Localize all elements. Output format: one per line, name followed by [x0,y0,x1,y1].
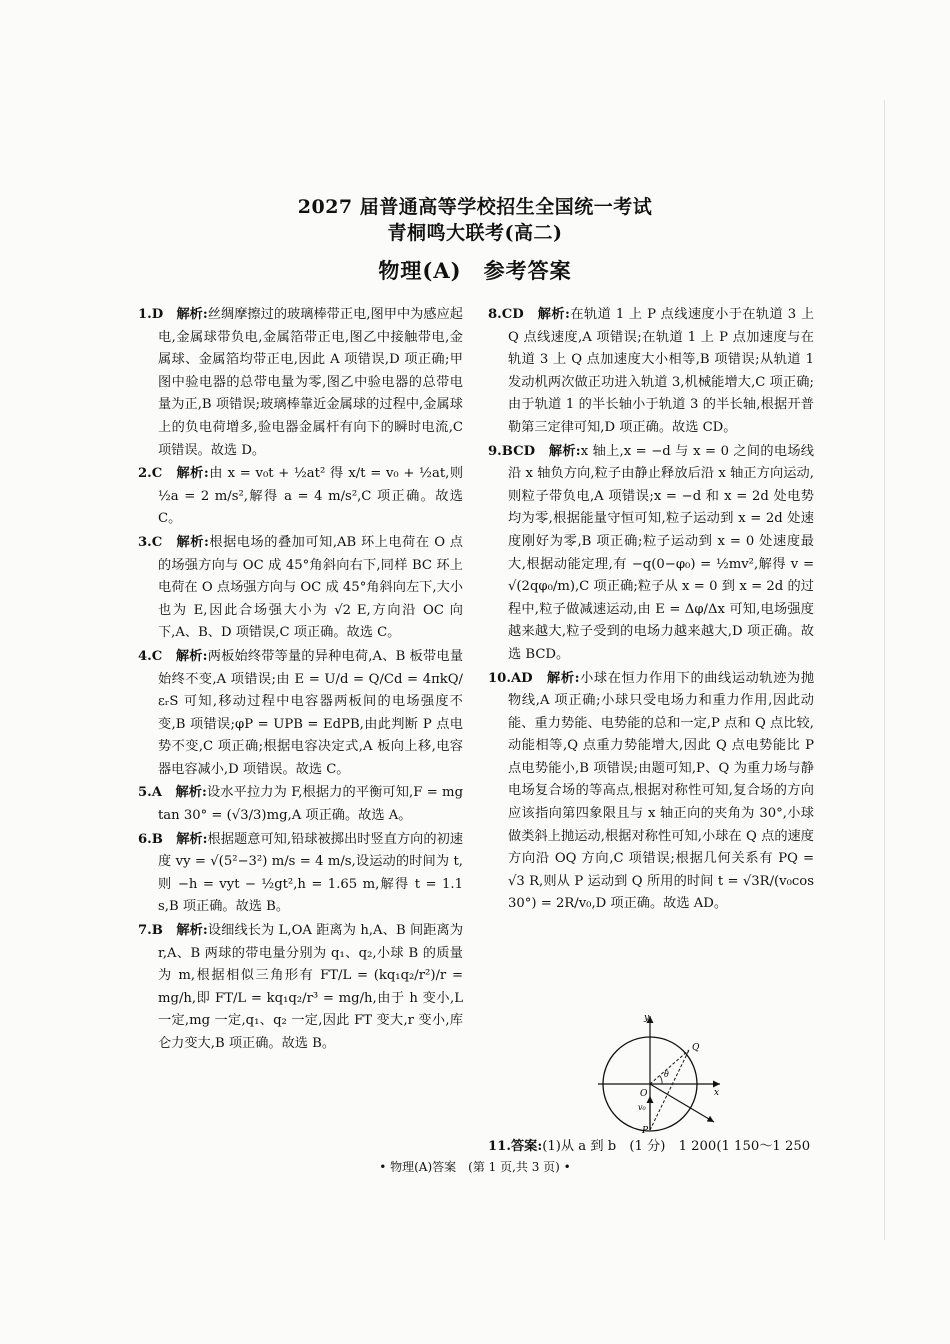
answer-item-3: 3.C 解析:根据电场的叠加可知,AB 环上电荷在 O 点的场强方向与 OC 成 45°角斜向右下,同样 BC 环上电荷在 O 点场强方向与 OC 成 45°角斜向左下,大小也为 E,因此合场强大小为 √2 E,方向沿 OC 向下,A、B、D 项错误,C 项正确。故选 C。 [138,534,463,641]
q-label: Q [692,1043,700,1053]
oq-line [650,1050,689,1084]
v0-label: v₀ [638,1103,646,1112]
angle-arc [660,1076,662,1084]
circle-motion-diagram [596,1010,741,1135]
answer-item-11: 11.答案:(1)从 a 到 b (1 分) 1 200(1 150～1 250 [488,1139,811,1154]
exam-subtitle: 青桐鸣大联考(高二) [387,222,563,244]
answer-item-10: 10.AD 解析:小球在恒力作用下的曲线运动轨迹为抛物线,A 项正确;小球只受电场力和重力作用,因此动能、重力势能、电势能的总和一定,P 点和 Q 点比较,动能相等,Q 点重力势能增大,因此 Q 点电势能比 P 点电势能小,B 项错误;由题可知,P、Q 为重力场与静电场复合场的等高点,根据对称性可知,复合场的方向应该指向第四象限且与 x 轴正向的夹角为 30°,小球做类斜上抛运动,根据对称性可知,小球在 Q 点的速度方向沿 OQ 方向,C 项错误;根据几何关系有 PQ = √3 R,则从 P 运动到 Q 所用的时间 t = √3R/(v₀cos 30°) = 2R/v₀,D 项正确。故选 AD。 [488,670,815,912]
answer-item-1: 1.D 解析:丝绸摩擦过的玻璃棒带正电,图甲中为感应起电,金属球带负电,金属箔带正电,图乙中接触带电,金属球、金属箔均带正电,因此 A 项错误,D 项正确;甲图中验电器的总带电量为零,图乙中验电器的总带电量为正,B 项错误;玻璃棒靠近金属球的过程中,金属球上的负电荷增多,验电器金属杆有向下的瞬时电流,C 项错误。故选 D。 [138,307,463,458]
exam-title: 2027 届普通高等学校招生全国统一考试 [297,196,653,218]
x-label: x [714,1088,720,1098]
answer-item-2: 2.C 解析:由 x = v₀t + ½at² 得 x/t = v₀ + ½at,则 ½a = 2 m/s²,解得 a = 4 m/s²,C 项正确。故选 C。 [138,466,464,527]
document-title: 物理(A) 参考答案 [378,258,572,283]
theta-label: θ [664,1070,669,1079]
page-footer: • 物理(A)答案 (第 1 页,共 3 页) • [379,1160,571,1174]
field-direction-arrow [650,1084,714,1122]
origin-label: O [640,1089,648,1099]
right-column [488,304,814,917]
left-column [138,304,463,1057]
answer-item-5: 5.A 解析:设水平拉力为 F,根据力的平衡可知,F = mg tan 30° = (√3/3)mg,A 项正确。故选 A。 [138,785,464,824]
answer-item-7: 7.B 解析:设细线长为 L,OA 距离为 h,A、B 间距离为 r,A、B 两球的带电量分别为 q₁、q₂,小球 B 的质量为 m,根据相似三角形有 FT/L = (kq₁q₂/r²)/r = mg/h,即 FT/L = kq₁q₂/r³ = mg/h,由于 h 变小,L 一定,mg 一定,q₁、q₂ 一定,因此 FT 变大,r 变小,库仑力变大,B 项正确。故选 B。 [138,923,464,1051]
answer-item-6: 6.B 解析:根据题意可知,铅球被掷出时竖直方向的初速度 vy = √(5²−3²) m/s = 4 m/s,设运动的时间为 t,则 −h = vyt − ½gt²,h = 1.65 m,解得 t = 1.1 s,B 项正确。故选 B。 [138,831,463,915]
answer-item-9: 9.BCD 解析:x 轴上,x = −d 与 x = 0 之间的电场线沿 x 轴负方向,粒子由静止释放后沿 x 轴正方向运动,则粒子带负电,A 项错误;x = −d 和 x = 2d 处电势均为零,根据能量守恒可知,粒子运动到 x = 2d 处速度刚好为零,B 项正确;粒子运动到 x = 0 处速度最大,根据动能定理,有 −q(0−φ₀) = ½mv²,解得 v = √(2qφ₀/m),C 项正确;粒子从 x = 0 到 x = 2d 的过程中,粒子做减速运动,由 E = Δφ/Δx 可知,电场强度越来越大,粒子受到的电场力越来越大,D 项正确。故选 BCD。 [488,443,814,662]
answer-item-4: 4.C 解析:两板始终带等量的异种电荷,A、B 板带电量始终不变,A 项错误;由 E = U/d = Q/Cd = 4πkQ/εᵣS 可知,移动过程中电容器两板间的电场强度不变,B 项错误;φP = UPB = EdPB,由此判断 P 点电势不变,C 项正确;根据电容决定式,A 板向上移,电容器电容减小,D 项错误。故选 C。 [138,648,464,777]
answer-item-8: 8.CD 解析:在轨道 1 上 P 点线速度小于在轨道 3 上 Q 点线速度,A 项错误;在轨道 1 上 P 点加速度与在轨道 3 上 Q 点加速度大小相等,B 项错误;从轨道 1 发动机两次做正功进入轨道 3,机械能增大,C 项正确;由于轨道 1 的半长轴小于轨道 3 的半长轴,根据开普勒第三定律可知,D 项正确。故选 CD。 [488,307,815,435]
p-label: P [642,1126,649,1135]
y-label: y [644,1013,650,1023]
